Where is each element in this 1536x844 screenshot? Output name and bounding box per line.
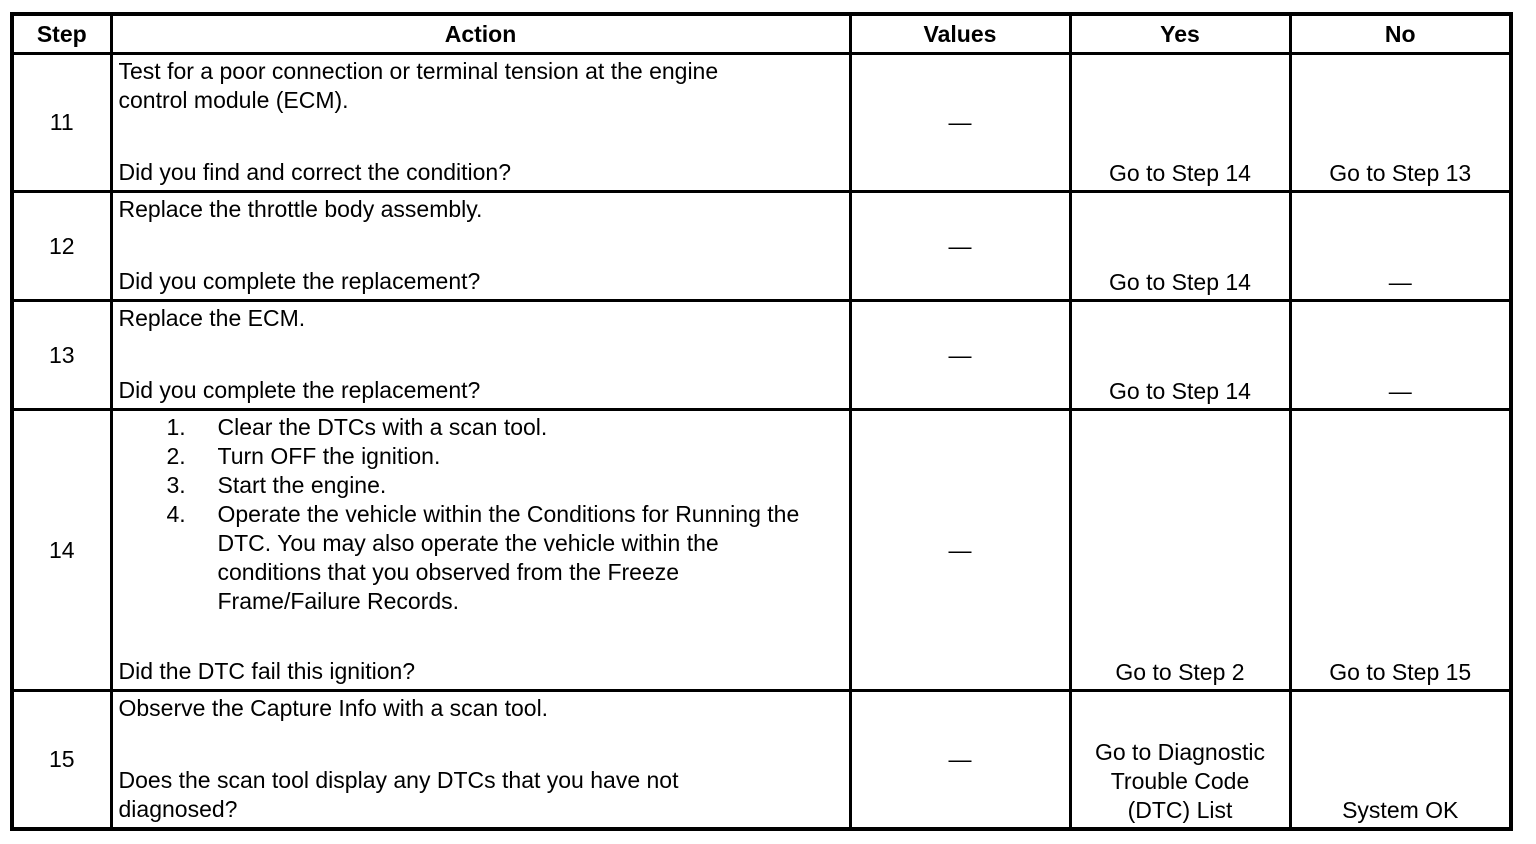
action-text: Observe the Capture Info with a scan tool.: [118, 695, 549, 721]
action-question: Did you find and correct the condition?: [118, 159, 512, 185]
header-row: [12, 14, 1511, 54]
table-body: [12, 54, 1511, 829]
action-cell: [111, 410, 850, 691]
yes-cell: Go to Step 14: [1070, 192, 1290, 301]
diagnostic-table: [10, 12, 1513, 831]
list-item-text: Operate the vehicle within the Conditions for Running the DTC. You may also operate the vehicle within the conditions that you observed from the Freeze Frame/Failure Records.: [217, 501, 800, 614]
table-header: [12, 14, 1511, 54]
list-item-text: Turn OFF the ignition.: [217, 443, 441, 469]
action-cell: [111, 54, 850, 192]
action-cell: [111, 301, 850, 410]
list-item-number: 4.: [166, 501, 186, 527]
yes-cell: Go to Step 14: [1070, 54, 1290, 192]
values-cell: —: [850, 410, 1070, 691]
step-number: 15: [12, 691, 111, 829]
action-steps-list: [119, 413, 843, 616]
action-cell: [111, 691, 850, 829]
action-question: Did you complete the replacement?: [118, 377, 481, 403]
list-item-text: Clear the DTCs with a scan tool.: [217, 414, 548, 440]
step-number: 13: [12, 301, 111, 410]
table-row: [12, 54, 1511, 192]
action-question: Did you complete the replacement?: [118, 268, 481, 294]
no-cell: Go to Step 15: [1290, 410, 1511, 691]
no-cell: —: [1290, 192, 1511, 301]
action-text: Replace the throttle body assembly.: [118, 196, 483, 222]
table-row: [12, 192, 1511, 301]
step-number: 11: [12, 54, 111, 192]
values-cell: —: [850, 301, 1070, 410]
table-row: [12, 410, 1511, 691]
values-cell: —: [850, 691, 1070, 829]
list-item-number: 1.: [166, 414, 186, 440]
step-number: 12: [12, 192, 111, 301]
header-step: Step: [12, 14, 111, 54]
action-question: Does the scan tool display any DTCs that you have not diagnosed?: [118, 767, 679, 822]
yes-cell: Go to Step 14: [1070, 301, 1290, 410]
yes-cell: Go to Step 2: [1070, 410, 1290, 691]
list-item-number: 2.: [166, 443, 186, 469]
action-cell: [111, 192, 850, 301]
list-item-text: Start the engine.: [217, 472, 387, 498]
header-values: Values: [850, 14, 1070, 54]
list-item: [167, 413, 813, 442]
list-item: [167, 500, 813, 616]
no-cell: Go to Step 13: [1290, 54, 1511, 192]
table-row: [12, 301, 1511, 410]
diagnostic-table-container: [10, 12, 1513, 831]
no-cell: System OK: [1290, 691, 1511, 829]
action-text: Replace the ECM.: [118, 305, 306, 331]
list-item: [167, 442, 813, 471]
values-cell: —: [850, 54, 1070, 192]
no-cell: —: [1290, 301, 1511, 410]
step-number: 14: [12, 410, 111, 691]
yes-cell: Go to Diagnostic Trouble Code (DTC) List: [1070, 691, 1290, 829]
values-cell: —: [850, 192, 1070, 301]
list-item: [167, 471, 813, 500]
table-row: [12, 691, 1511, 829]
header-action: Action: [111, 14, 850, 54]
action-text: Test for a poor connection or terminal tension at the engine control module (ECM).: [118, 58, 719, 113]
list-item-number: 3.: [166, 472, 186, 498]
header-yes: Yes: [1070, 14, 1290, 54]
action-question: Did the DTC fail this ignition?: [118, 658, 416, 684]
header-no: No: [1290, 14, 1511, 54]
